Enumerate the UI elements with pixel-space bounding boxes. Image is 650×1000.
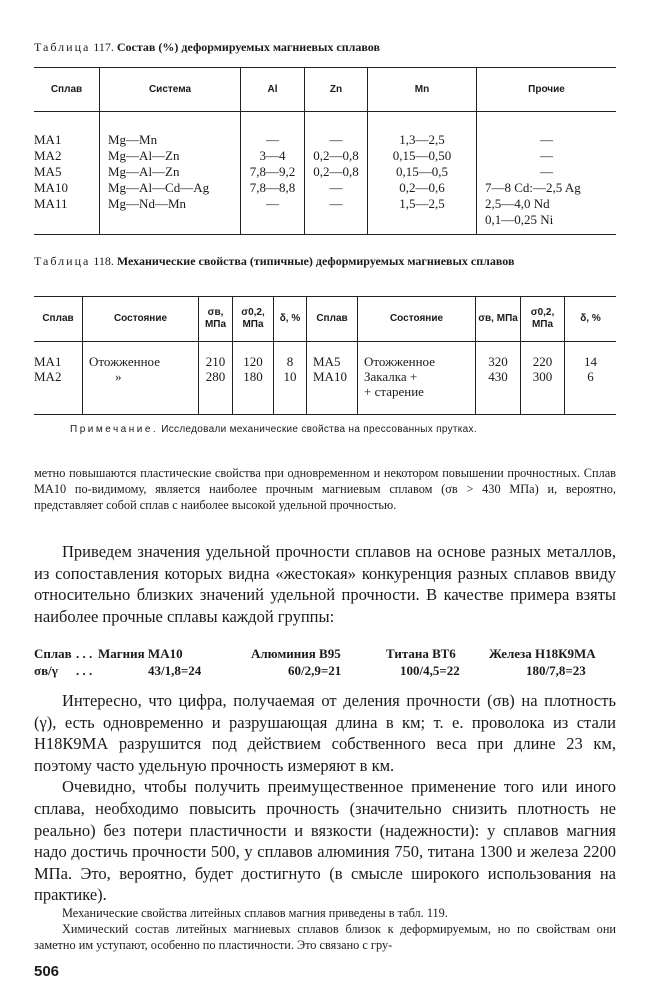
table-row: MA1 Mg—Mn — — 1,3—2,5 — bbox=[34, 112, 616, 149]
table-117-header: Сплав Система Al Zn Mn Прочие bbox=[34, 68, 616, 112]
paragraph-body: Интересно, что цифра, получаемая от деления прочности (σв) на плотность (γ), есть одновременно и разрушающая длина в км; т. е. проволока из стали Н18К9МА разрушится под действием собственного веса при длине 23 км, поэтому часто удельную прочность измеряют в км. Очевидно, чтобы получить преимущественное применение того или иного сплава, необходимо повысить прочность (значительно снизить плотность не реально) без потери пластичности и вязкости (надежности): у сплавов магния надо достичь прочности 500, у сплавов алюминия 750, титана 1300 и железа 2200 МПа. Это, вероятно, будет достигнуто (в смысле широкого использования на практике). bbox=[34, 691, 616, 905]
table-row: MA11 Mg—Nd—Mn — — 1,5—2,5 2,5—4,0 Nd bbox=[34, 196, 616, 212]
small-paragraph: метно повышаются пластические свойства при одновременном и некотором повышении прочностных. Сплав МА10 по-видимому, является наиболее прочным магниевым сплавом (σв > 430 МПа) и, вероятно, представляет собой сплав с наиболее высокой удельной прочностью. bbox=[34, 466, 616, 512]
table-117-caption: Таблица 117. Состав (%) деформируемых магниевых сплавов bbox=[34, 40, 380, 54]
table-117 bbox=[34, 67, 616, 235]
table-row: MA10 Mg—Al—Cd—Ag 7,8—8,8 — 0,2—0,6 7—8 Cd:—2,5 Ag bbox=[34, 180, 616, 196]
table-row: MA2 Mg—Al—Zn 3—4 0,2—0,8 0,15—0,50 — bbox=[34, 148, 616, 164]
page-number: 506 bbox=[34, 963, 60, 980]
paragraph-footer: Механические свойства литейных сплавов магния приведены в табл. 119. Химический состав литейных магниевых сплавов близок к деформируемым, но по свойствам они заметно им уступают, особенно по пластичности. Это связано с гру- bbox=[34, 906, 616, 952]
comparison-header-row: Сплав . . . Магния МА10 Алюминия В95 Титана ВТ6 Железа Н18К9МА bbox=[34, 646, 596, 661]
table-118-caption: Таблица 118. Механические свойства (типичные) деформируемых магниевых сплавов bbox=[34, 254, 515, 268]
paragraph-intro: Приведем значения удельной прочности сплавов на основе разных металлов, из сопоставления которых видна «жестокая» конкуренция разных сплавов ввиду относительно близких значений удельной прочности. В качестве примера взяты наиболее прочные сплавы каждой группы: bbox=[34, 542, 616, 626]
table-118 bbox=[34, 296, 616, 415]
table-row: MA5 Mg—Al—Zn 7,8—9,2 0,2—0,8 0,15—0,5 — bbox=[34, 164, 616, 180]
table-row: 0,1—0,25 Ni bbox=[34, 212, 616, 235]
table-118-header: Сплав Состояние σв, МПа σ0,2, МПа δ, % Сплав Состояние σв, МПа σ0,2, МПа δ, % bbox=[34, 297, 616, 342]
comparison-values-row: σв/γ . . . 43/1,8=24 60/2,9=21 100/4,5=22 180/7,8=23 bbox=[34, 663, 586, 678]
table-row: MA1 MA2 Отожженное » 210 280 120 180 8 10 MA5 MA10 Отожженное Закалка + + старение 320 430 220 300 14 6 bbox=[34, 342, 616, 415]
strength-comparison bbox=[34, 646, 616, 680]
table-118-note: Примечание. Исследовали механические свойства на прессованных прутках. bbox=[70, 424, 477, 435]
